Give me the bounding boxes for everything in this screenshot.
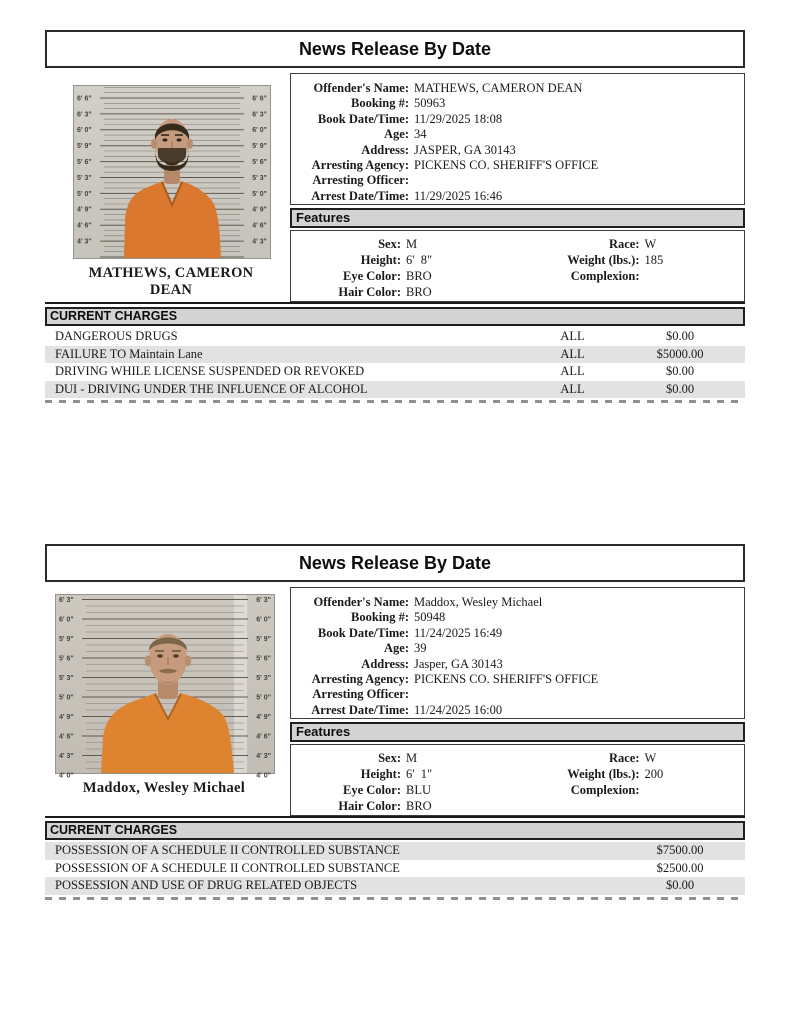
info-row: [291, 158, 744, 173]
info-value: 11/29/2025 18:08: [414, 111, 503, 126]
info-value: 11/24/2025 16:49: [414, 625, 503, 640]
charge-description: POSSESSION AND USE OF DRUG RELATED OBJECTS: [55, 878, 358, 892]
svg-text:4' 3": 4' 3": [59, 752, 74, 760]
charge-bail-amount: $0.00: [665, 364, 695, 378]
feature-label: Race:: [608, 237, 640, 251]
report-title: News Release By Date: [298, 38, 492, 59]
charge-disposition: ALL: [560, 381, 585, 396]
feature-row: [291, 284, 518, 300]
feature-row: [291, 236, 518, 252]
report-title-bar: [45, 544, 745, 582]
svg-text:5' 6": 5' 6": [59, 655, 74, 663]
feature-value: M: [406, 751, 418, 765]
svg-text:6' 0": 6' 0": [59, 616, 74, 624]
info-label: Arresting Officer:: [312, 687, 409, 702]
feature-label: Race:: [608, 751, 640, 765]
svg-text:4' 0": 4' 0": [59, 772, 74, 780]
photo-column: [45, 73, 290, 302]
svg-text:4' 6": 4' 6": [59, 733, 74, 741]
svg-text:5' 0": 5' 0": [59, 694, 74, 702]
svg-text:4' 6": 4' 6": [252, 222, 267, 230]
feature-value: 185: [644, 253, 664, 267]
feature-value: BRO: [406, 799, 432, 813]
offender-name-caption: Maddox, Wesley Michael: [82, 780, 246, 796]
svg-text:5' 9": 5' 9": [59, 635, 74, 643]
feature-label: Hair Color:: [338, 799, 401, 813]
info-label: Booking #:: [350, 610, 409, 625]
details-column: [290, 73, 745, 302]
features-panel: [290, 230, 745, 302]
info-row: [291, 610, 744, 625]
current-charges-header: CURRENT CHARGES: [45, 307, 745, 326]
charge-description: DRIVING WHILE LICENSE SUSPENDED OR REVOKED: [55, 364, 365, 378]
charges-table: [45, 328, 745, 398]
offender-name-caption: MATHEWS, CAMERON DEAN: [88, 265, 254, 298]
feature-value: 6' 1": [406, 767, 433, 781]
info-label: Address:: [361, 142, 409, 157]
svg-text:5' 9": 5' 9": [256, 635, 271, 643]
svg-text:4' 9": 4' 9": [256, 713, 271, 721]
features-right-column: [518, 236, 745, 301]
feature-label: Hair Color:: [338, 285, 401, 299]
charge-row: [45, 346, 745, 364]
booking-record: [45, 0, 745, 403]
offender-info-panel: [290, 587, 745, 719]
feature-label: Sex:: [378, 237, 401, 251]
info-value: 11/29/2025 16:46: [414, 188, 503, 203]
feature-value: BLU: [406, 783, 431, 797]
info-value: JASPER, GA 30143: [414, 142, 516, 157]
svg-text:5' 6": 5' 6": [77, 159, 92, 166]
info-label: Arrest Date/Time:: [311, 702, 409, 717]
info-label: Offender's Name:: [313, 81, 409, 95]
charge-row: [45, 381, 745, 399]
info-value: 39: [414, 641, 427, 656]
info-value: PICKENS CO. SHERIFF'S OFFICE: [414, 158, 599, 173]
feature-value: M: [406, 237, 418, 251]
svg-text:5' 3": 5' 3": [59, 674, 74, 682]
record-end-dashed-line: [45, 400, 745, 403]
feature-label: Weight (lbs.):: [567, 767, 640, 781]
info-label: Arresting Agency:: [311, 672, 409, 687]
info-row: [291, 595, 744, 610]
svg-text:6' 6": 6' 6": [77, 95, 92, 103]
photo-column: [45, 587, 290, 816]
info-value: Jasper, GA 30143: [414, 656, 503, 671]
info-value: PICKENS CO. SHERIFF'S OFFICE: [414, 672, 599, 687]
record-body: [45, 73, 745, 302]
charge-disposition: ALL: [560, 346, 585, 361]
feature-value: 200: [644, 767, 664, 781]
feature-label: Sex:: [378, 751, 401, 765]
info-row: [291, 143, 744, 158]
info-label: Age:: [384, 127, 409, 142]
feature-label: Complexion:: [570, 783, 640, 797]
charge-row: [45, 860, 745, 878]
svg-text:5' 0": 5' 0": [77, 190, 92, 198]
report-title-bar: [45, 30, 745, 68]
feature-row: [518, 750, 745, 766]
info-row: [291, 173, 744, 188]
feature-label: Height:: [360, 767, 401, 781]
features-section-header: Features: [290, 208, 745, 228]
info-row: [291, 96, 744, 111]
charge-disposition: [530, 877, 615, 895]
svg-text:6' 6": 6' 6": [252, 95, 267, 103]
info-row: [291, 703, 744, 718]
feature-row: [291, 268, 518, 284]
feature-label: Height:: [360, 253, 401, 267]
mugshot-photo: [73, 85, 271, 259]
features-section-header: Features: [290, 722, 745, 742]
charge-description: POSSESSION OF A SCHEDULE II CONTROLLED SUBSTANCE: [55, 860, 400, 875]
svg-text:4' 9": 4' 9": [59, 713, 74, 721]
info-value: MATHEWS, CAMERON DEAN: [414, 81, 583, 95]
report-title: News Release By Date: [298, 552, 492, 573]
svg-text:5' 3": 5' 3": [252, 174, 267, 182]
info-value: 50948: [414, 610, 446, 625]
charge-disposition: [530, 842, 615, 860]
info-label: Offender's Name:: [313, 595, 409, 609]
svg-text:5' 6": 5' 6": [252, 159, 267, 166]
info-row: [291, 657, 744, 672]
feature-label: Eye Color:: [343, 783, 401, 797]
features-left-column: [291, 750, 518, 815]
booking-record: [45, 544, 745, 900]
features-left-column: [291, 236, 518, 301]
svg-text:4' 3": 4' 3": [252, 238, 267, 246]
svg-text:6' 3": 6' 3": [256, 596, 271, 604]
feature-value: 6' 8": [406, 253, 433, 267]
svg-text:5' 3": 5' 3": [77, 174, 92, 182]
info-row: [291, 127, 744, 142]
feature-value: W: [644, 237, 657, 251]
feature-row: [518, 268, 745, 284]
info-row: [291, 687, 744, 702]
svg-text:4' 9": 4' 9": [252, 206, 267, 214]
svg-text:5' 0": 5' 0": [252, 190, 267, 198]
charge-description: DUI - DRIVING UNDER THE INFLUENCE OF ALCOHOL: [55, 381, 368, 396]
feature-label: Weight (lbs.):: [567, 253, 640, 267]
info-label: Arresting Officer:: [312, 173, 409, 188]
svg-text:5' 3": 5' 3": [256, 674, 271, 682]
offender-info-panel: [290, 73, 745, 205]
info-row: [291, 641, 744, 656]
svg-text:6' 3": 6' 3": [77, 111, 92, 119]
info-row: [291, 672, 744, 687]
info-label: Age:: [384, 641, 409, 656]
features-panel: [290, 744, 745, 816]
mugshot-photo: [55, 594, 275, 780]
charge-disposition: [530, 860, 615, 878]
svg-text:6' 0": 6' 0": [252, 127, 267, 135]
charges-table: [45, 842, 745, 895]
svg-text:6' 3": 6' 3": [252, 111, 267, 119]
feature-row: [291, 750, 518, 766]
svg-text:5' 9": 5' 9": [77, 143, 92, 151]
svg-text:6' 3": 6' 3": [59, 596, 74, 604]
feature-row: [518, 766, 745, 782]
info-label: Arresting Agency:: [311, 158, 409, 173]
feature-row: [518, 782, 745, 798]
feature-value: BRO: [406, 269, 432, 283]
section-divider-line: [45, 816, 745, 818]
info-label: Arrest Date/Time:: [311, 188, 409, 203]
record-body: [45, 587, 745, 816]
svg-text:4' 9": 4' 9": [77, 206, 92, 214]
svg-text:6' 0": 6' 0": [256, 616, 271, 624]
charge-disposition: ALL: [560, 329, 585, 343]
svg-text:5' 0": 5' 0": [256, 694, 271, 702]
charge-row: [45, 328, 745, 346]
record-end-dashed-line: [45, 897, 745, 900]
info-label: Address:: [361, 656, 409, 671]
charge-bail-amount: $0.00: [665, 878, 695, 892]
info-row: [291, 112, 744, 127]
info-label: Book Date/Time:: [317, 625, 409, 640]
svg-text:5' 9": 5' 9": [252, 143, 267, 151]
charge-bail-amount: $0.00: [665, 381, 695, 396]
svg-text:4' 0": 4' 0": [256, 772, 271, 780]
section-divider-line: [45, 302, 745, 304]
info-row: [291, 189, 744, 204]
info-value: 11/24/2025 16:00: [414, 702, 503, 717]
feature-row: [291, 766, 518, 782]
svg-text:6' 0": 6' 0": [77, 127, 92, 135]
charge-bail-amount: $7500.00: [656, 843, 704, 857]
charge-disposition: ALL: [560, 364, 585, 378]
svg-text:4' 6": 4' 6": [256, 733, 271, 741]
info-value: 34: [414, 127, 427, 142]
charge-description: POSSESSION OF A SCHEDULE II CONTROLLED SUBSTANCE: [55, 843, 400, 857]
features-right-column: [518, 750, 745, 815]
feature-label: Eye Color:: [343, 269, 401, 283]
info-row: [291, 81, 744, 96]
feature-value: BRO: [406, 285, 432, 299]
info-row: [291, 626, 744, 641]
feature-label: Complexion:: [570, 269, 640, 283]
svg-text:5' 6": 5' 6": [256, 655, 271, 663]
info-value: Maddox, Wesley Michael: [414, 595, 543, 609]
info-label: Book Date/Time:: [317, 111, 409, 126]
info-label: Booking #:: [350, 96, 409, 111]
charge-description: FAILURE TO Maintain Lane: [55, 346, 203, 361]
svg-text:4' 3": 4' 3": [256, 752, 271, 760]
feature-row: [291, 252, 518, 268]
charge-row: [45, 877, 745, 895]
feature-row: [518, 236, 745, 252]
svg-text:4' 3": 4' 3": [77, 238, 92, 246]
charge-row: [45, 842, 745, 860]
charge-bail-amount: $5000.00: [656, 346, 704, 361]
charge-description: DANGEROUS DRUGS: [55, 329, 178, 343]
feature-row: [291, 782, 518, 798]
svg-text:4' 6": 4' 6": [77, 222, 92, 230]
details-column: [290, 587, 745, 816]
current-charges-header: CURRENT CHARGES: [45, 821, 745, 840]
charge-bail-amount: $0.00: [665, 329, 695, 343]
charge-bail-amount: $2500.00: [656, 860, 704, 875]
feature-row: [518, 252, 745, 268]
feature-row: [291, 798, 518, 814]
charge-row: [45, 363, 745, 381]
info-value: 50963: [414, 96, 446, 111]
feature-value: W: [644, 751, 657, 765]
